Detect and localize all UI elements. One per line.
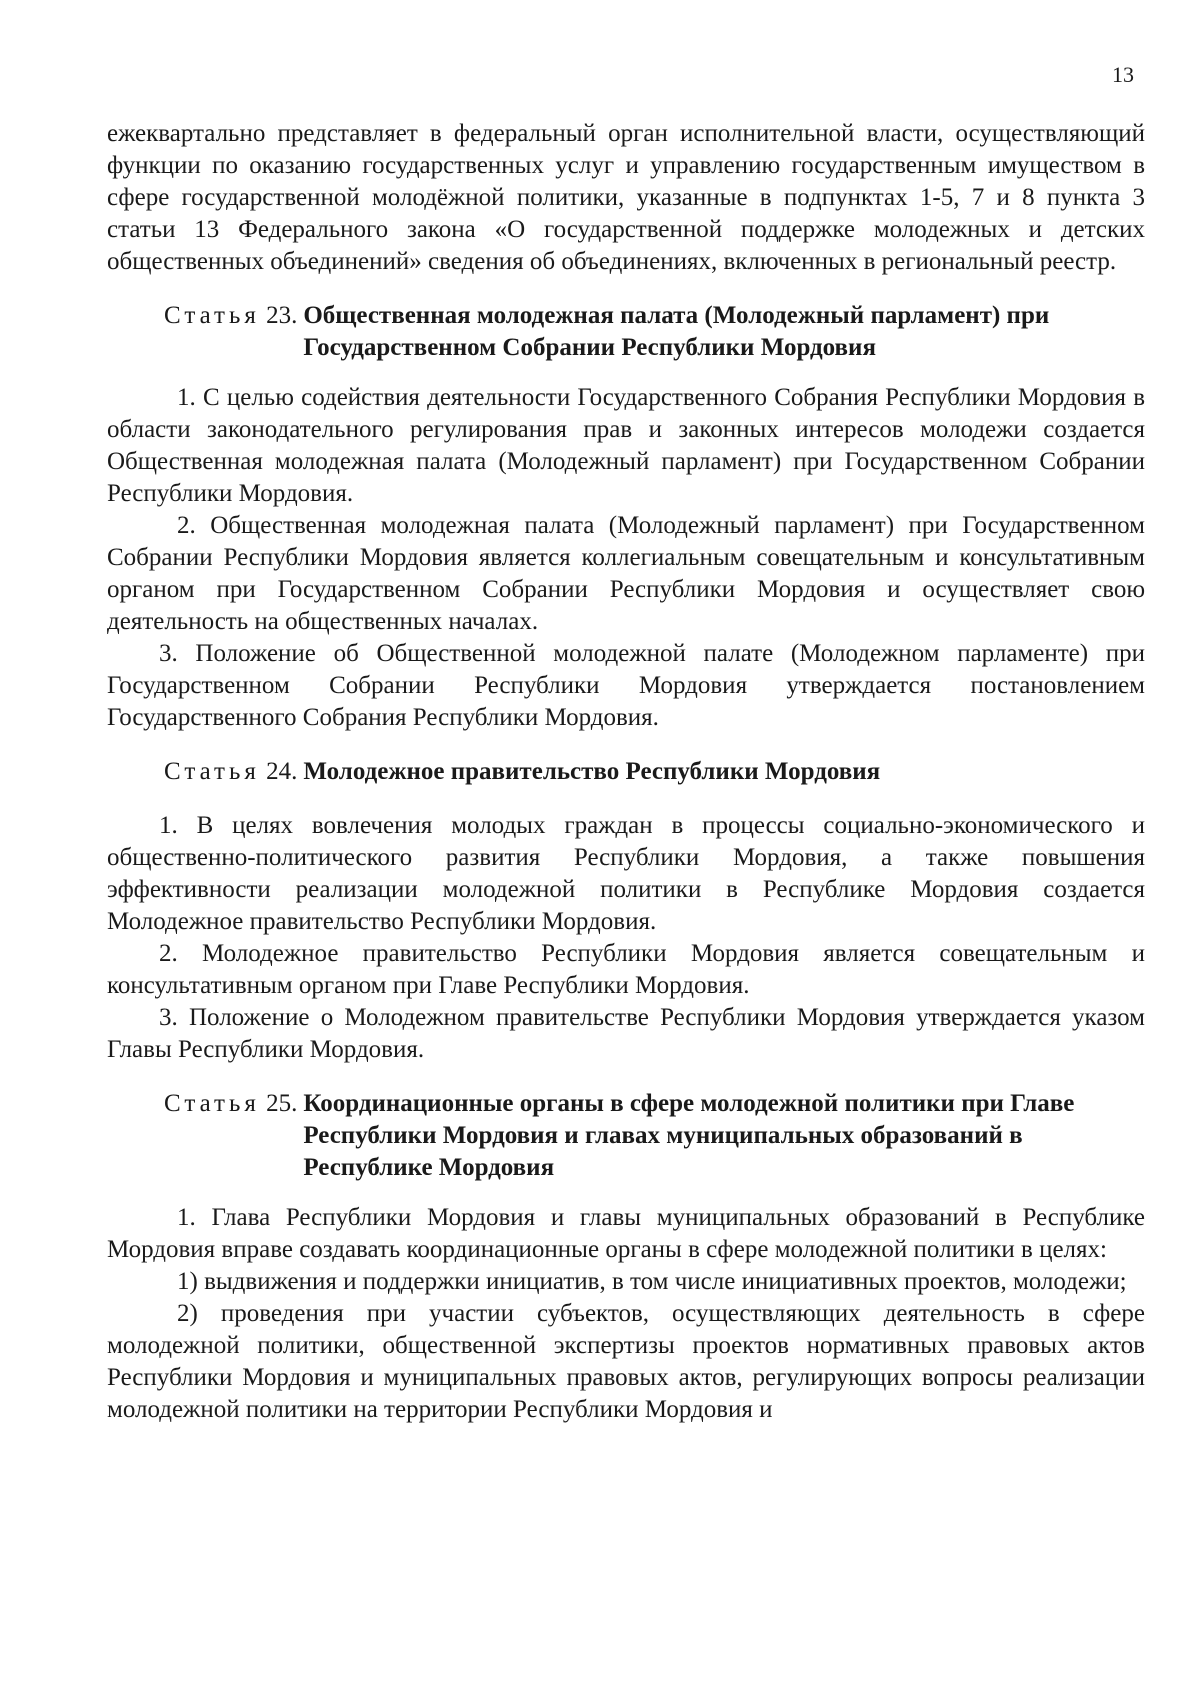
article-label: Статья: [164, 302, 260, 329]
document-body: [107, 118, 1145, 1426]
article-number: 24.: [266, 758, 298, 785]
article-23-paragraph: 3. Положение об Общественной молодежной палате (Молодежном парламенте) при Государственном Собрании Республики Мордовия утверждается постановлением Государственного Собрания Республики Мордовия.: [107, 640, 1145, 731]
article-24-paragraph: 1. В целях вовлечения молодых граждан в процессы социально-экономического и общественно-политического развития Республики Мордовия, а также повышения эффективности реализации молодежной политики в Республике Мордовия создается Молодежное правительство Республики Мордовия.: [107, 812, 1145, 935]
article-number: 25.: [266, 1090, 298, 1117]
page-number: 13: [1112, 62, 1134, 87]
article-24-paragraph: 2. Молодежное правительство Республики Мордовия является совещательным и консультативным органом при Главе Республики Мордовия.: [107, 940, 1145, 999]
article-25-paragraph: 1) выдвижения и поддержки инициатив, в том числе инициативных проектов, молодежи;: [177, 1268, 1127, 1295]
article-25-paragraph: 1. Глава Республики Мордовия и главы муниципальных образований в Республике Мордовия вправе создавать координационные органы в сфере молодежной политики в целях:: [107, 1204, 1145, 1263]
article-23-paragraph: 1. С целью содействия деятельности Государственного Собрания Республики Мордовия в области законодательного регулирования прав и законных интересов молодежи создается Общественная молодежная палата (Молодежный парламент) при Государственном Собрании Республики Мордовия.: [107, 384, 1145, 507]
article-title: Молодежное правительство Республики Мордовия: [303, 758, 881, 785]
article-25-paragraph: 2) проведения при участии субъектов, осуществляющих деятельность в сфере молодежной политики, общественной экспертизы проектов нормативных правовых актов Республики Мордовия и муниципальных правовых актов, регулирующих вопросы реализации молодежной политики на территории Республики Мордовия и: [107, 1300, 1145, 1423]
article-24-heading: [107, 756, 1145, 788]
article-label: Статья: [164, 758, 260, 785]
article-number: 23.: [266, 302, 298, 329]
article-23-heading: [107, 300, 1145, 364]
article-title: Координационные органы в сфере молодежной политики при Главе Республики Мордовия и главах муниципальных образований в Республике Мордовия: [303, 1090, 1075, 1181]
article-23-paragraph: 2. Общественная молодежная палата (Молодежный парламент) при Государственном Собрании Республики Мордовия является коллегиальным совещательным и консультативным органом при Государственном Собрании Республики Мордовия и осуществляет свою деятельность на общественных началах.: [107, 512, 1145, 635]
article-25-heading: [107, 1088, 1145, 1184]
article-label: Статья: [164, 1090, 260, 1117]
article-title: Общественная молодежная палата (Молодежный парламент) при Государственном Собрании Республики Мордовия: [303, 302, 1050, 361]
intro-paragraph: ежеквартально представляет в федеральный орган исполнительной власти, осуществляющий функции по оказанию государственных услуг и управлению государственным имуществом в сфере государственной молодёжной политики, указанные в подпунктах 1-5, 7 и 8 пункта 3 статьи 13 Федерального закона «О государственной поддержке молодежных и детских общественных объединений» сведения об объединениях, включенных в региональный реестр.: [107, 120, 1145, 275]
article-24-paragraph: 3. Положение о Молодежном правительстве Республики Мордовия утверждается указом Главы Республики Мордовия.: [107, 1004, 1145, 1063]
